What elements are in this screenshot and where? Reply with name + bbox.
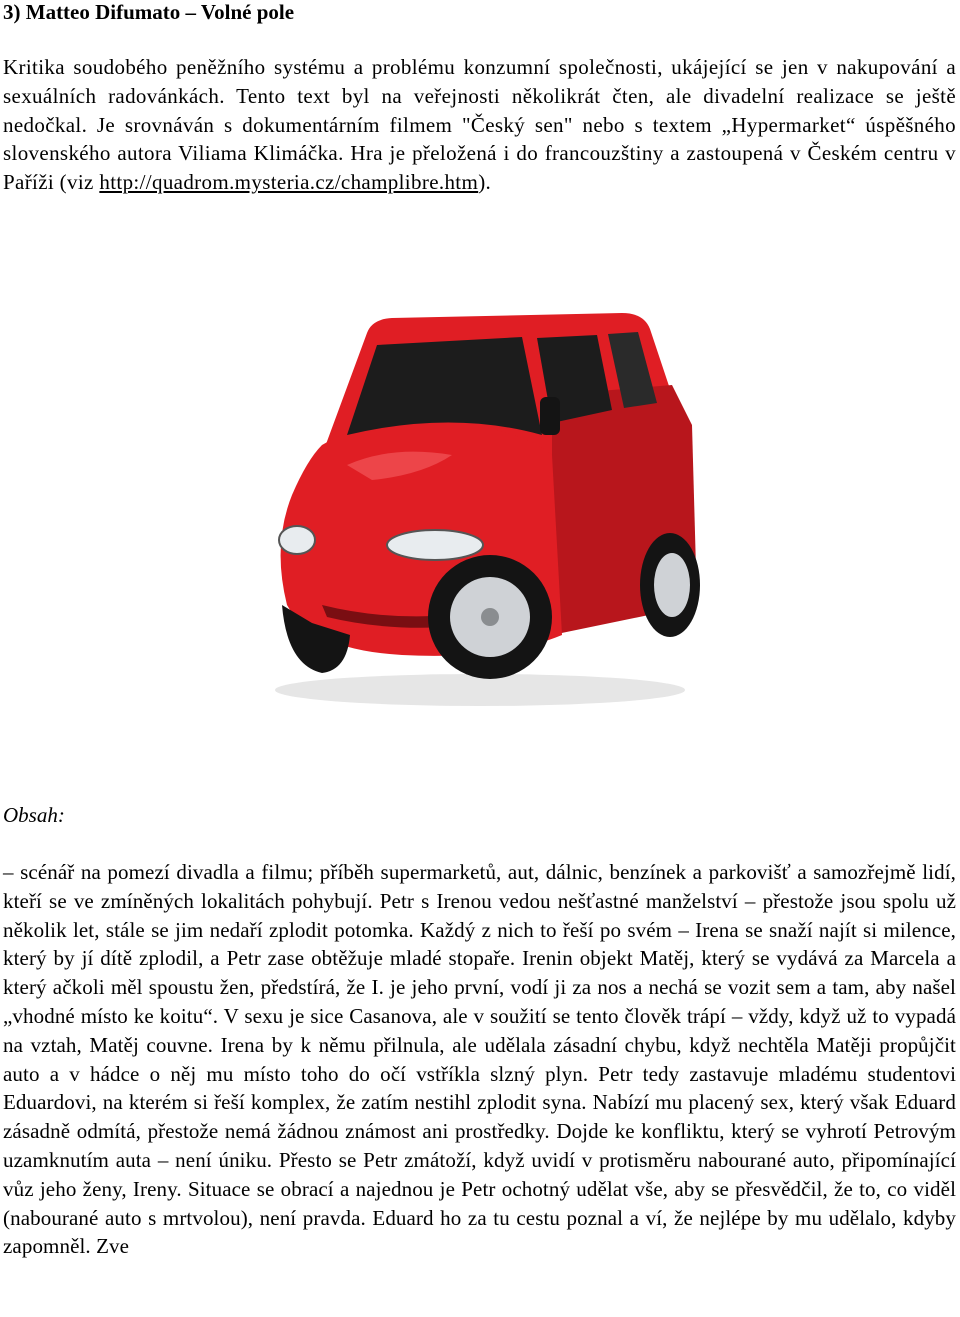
section-heading: 3) Matteo Difumato – Volné pole bbox=[3, 0, 295, 24]
red-microcar-image bbox=[252, 305, 708, 715]
contents-label: Obsah: bbox=[3, 803, 65, 827]
headlight-left bbox=[279, 526, 315, 554]
contents-paragraph: – scénář na pomezí divadla a filmu; příběh supermarketů, aut, dálnic, benzínek a parkovišť a samozřejmě lidí, kteří se ve zmíněných lokalitách pohybují. Petr s Irenou vedou nešťastné manželství – přestože jsou spolu už několik let, stále se jim nedaří zplodit potomka. Každý z nich to řeší po svém – Irena se snaží najít si milence, který by jí dítě zplodil, a Petr zase obtěžuje mladé stopaře. Irenin objekt Matěj, který se vydává za Marcela a který ačkoli měl spoustu žen, předstírá, že I. je jeho první, vodí ji za nos a nechá se vozit sem a tam, aby našel „vhodné místo ke koitu“. V sexu je sice Casanova, ale v soužití se tento člověk trápí – vždy, když už to vypadá na vztah, Matěj couvne. Irena by k němu přilnula, ale udělala zásadní chybu, když nechtěla Matěji propůjčit auto a v hádce o něj mu místo toho do očí vstříkla slzný plyn. Petr tedy zastavuje mladému studentovi Eduardovi, na kterém si řeší komplex, že zatím nestihl zplodit syna. Nabízí mu placený sex, který však Eduard zásadně odmítá, přestože nemá žádnou známost ani prostředky. Dojde ke konfliktu, který se vyhrotí Petrovým uzamknutím auta – není úniku. Přesto se Petr zmátoží, když uvidí v protisměru nabourané auto, připomínající vůz jeho ženy, Ireny. Situace se obrací a najednou je Petr ochotný udělat vše, aby se přesvědčil, že to, co viděl (nabourané auto s mrtvolou), není pravda. Eduard ho za tu cestu poznal a ví, že nejlépe by mu udělalo, kdyby zapomněl. Zve bbox=[3, 860, 956, 1259]
champlibre-link[interactable]: http://quadrom.mysteria.cz/champlibre.htm bbox=[99, 170, 479, 195]
intro-text: Kritika soudobého peněžního systému a problému konzumní společnosti, ukájející se jen v nakupování a sexuálních radovánkách. Tento text byl na veřejnosti několikrát čten, ale divadelní realizace se ještě nedočkal. Je srovnáván s dokumentárním filmem "Český sen" nebo s textem „Hypermarket“ úspěšného slovenského autora Viliama Klimáčka. Hra je přeložená i do francouzštiny a zastoupená v Českém centru v Paříži (viz bbox=[3, 55, 956, 195]
rear-rim bbox=[654, 553, 690, 617]
car-windshield bbox=[347, 337, 542, 435]
car-illustration bbox=[252, 305, 708, 715]
headlight-right bbox=[387, 530, 483, 560]
front-hub bbox=[481, 608, 499, 626]
intro-paragraph bbox=[3, 53, 956, 197]
car-shadow bbox=[275, 674, 685, 706]
side-mirror bbox=[540, 397, 560, 435]
intro-after-link: ). bbox=[478, 170, 492, 195]
